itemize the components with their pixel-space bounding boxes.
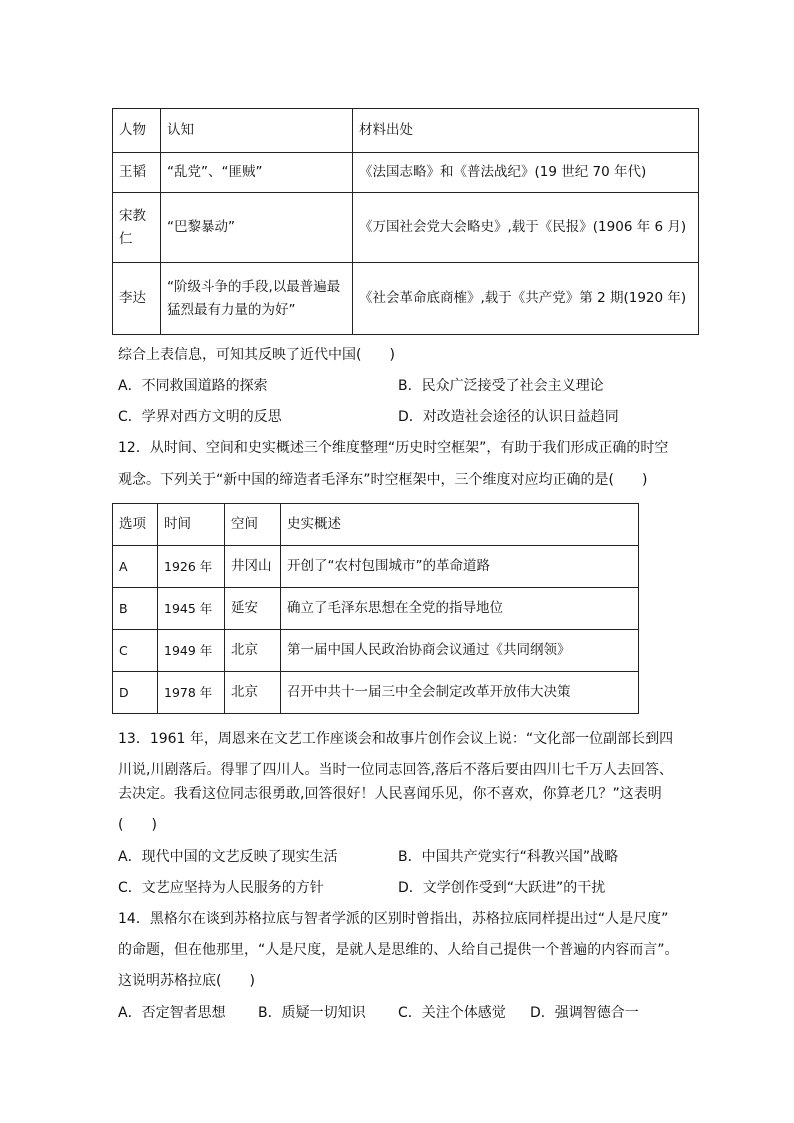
- year-cell: 1945 年: [158, 588, 225, 630]
- view-cell: “乱党”、“匪贼”: [161, 153, 353, 193]
- source-table: [112, 108, 699, 335]
- q14-option-b[interactable]: B．质疑一切知识: [258, 1005, 366, 1021]
- source-cell: 《社会革命底商榷》,载于《共产党》第 2 期(1920 年): [353, 263, 699, 335]
- q13-answer-paren: ( ): [118, 817, 157, 833]
- table-row: [113, 153, 699, 193]
- header-cell: 史实概述: [281, 504, 639, 546]
- q14-stem-line: 这说明苏格拉底( ): [118, 973, 255, 989]
- q14-stem-line: 14．黑格尔在谈到苏格拉底与智者学派的区别时曾指出，苏格拉底同样提出过“人是尺度”: [118, 911, 669, 927]
- place-cell: 延安: [225, 588, 281, 630]
- q11-option-c[interactable]: C．学界对西方文明的反思: [118, 409, 282, 425]
- source-cell: 《法国志略》和《普法战纪》(19 世纪 70 年代): [353, 153, 699, 193]
- table-row: [113, 193, 699, 263]
- option-cell: C: [113, 630, 158, 672]
- header-cell: 选项: [113, 504, 158, 546]
- source-cell: 《万国社会党大会略史》,载于《民报》(1906 年 6 月): [353, 193, 699, 263]
- table-row: [113, 263, 699, 335]
- option-cell: B: [113, 588, 158, 630]
- table-row: [113, 588, 639, 630]
- header-cell: 人物: [113, 109, 161, 153]
- q14-option-c[interactable]: C．关注个体感觉: [398, 1005, 506, 1021]
- q13-stem-line: 川说,川剧落后。得罪了四川人。当时一位同志回答,落后不落后要由四川七千万人去回答、: [118, 762, 673, 778]
- place-cell: 北京: [225, 630, 281, 672]
- option-cell: A: [113, 546, 158, 588]
- view-cell: “巴黎暴动”: [161, 193, 353, 263]
- place-cell: 井冈山: [225, 546, 281, 588]
- q13-option-b[interactable]: B．中国共产党实行“科教兴国”战略: [398, 849, 619, 865]
- view-cell: “阶级斗争的手段,以最普遍最猛烈最有力量的为好”: [161, 263, 353, 335]
- q11-option-a[interactable]: A．不同救国道路的探索: [118, 378, 268, 394]
- fact-cell: 开创了“农村包围城市”的革命道路: [281, 546, 639, 588]
- q13-option-c[interactable]: C．文艺应坚持为人民服务的方针: [118, 880, 324, 896]
- timeline-table: [112, 503, 639, 714]
- year-cell: 1978 年: [158, 672, 225, 714]
- fact-cell: 第一届中国人民政治协商会议通过《共同纲领》: [281, 630, 639, 672]
- q12-stem-line: 12．从时间、空间和史实概述三个维度整理“历史时空框架”，有助于我们形成正确的时空: [118, 440, 669, 456]
- header-cell: 材料出处: [353, 109, 699, 153]
- table-row: [113, 546, 639, 588]
- table-row: [113, 672, 639, 714]
- option-cell: D: [113, 672, 158, 714]
- q11-option-d[interactable]: D．对改造社会途径的认识日益趋同: [398, 409, 619, 425]
- year-cell: 1949 年: [158, 630, 225, 672]
- header-cell: 认知: [161, 109, 353, 153]
- q13-stem-line: 去决定。我看这位同志很勇敢,回答很好！人民喜闻乐见，你不喜欢，你算老几？”这表明: [118, 786, 662, 802]
- year-cell: 1926 年: [158, 546, 225, 588]
- table-header-row: [113, 504, 639, 546]
- q14-stem-line: 的命题，但在他那里，“人是尺度，是就人是思维的、人给自己提供一个普遍的内容而言”。: [118, 942, 679, 958]
- q11-stem: 综合上表信息，可知其反映了近代中国( ): [118, 347, 395, 363]
- header-cell: 时间: [158, 504, 225, 546]
- fact-cell: 召开中共十一届三中全会制定改革开放伟大决策: [281, 672, 639, 714]
- q14-option-d[interactable]: D．强调智德合一: [530, 1005, 639, 1021]
- place-cell: 北京: [225, 672, 281, 714]
- table-header-row: [113, 109, 699, 153]
- q13-stem-line: 13．1961 年，周恩来在文艺工作座谈会和故事片创作会议上说：“文化部一位副部长到四: [118, 731, 674, 747]
- q14-option-a[interactable]: A．否定智者思想: [118, 1005, 226, 1021]
- person-cell: 李达: [113, 263, 161, 335]
- table-row: [113, 630, 639, 672]
- person-cell: 王韬: [113, 153, 161, 193]
- q12-stem-line: 观念。下列关于“新中国的缔造者毛泽东”时空框架中，三个维度对应均正确的是( ): [118, 472, 648, 488]
- person-cell: 宋教仁: [113, 193, 161, 263]
- header-cell: 空间: [225, 504, 281, 546]
- q13-option-a[interactable]: A．现代中国的文艺反映了现实生活: [118, 849, 338, 865]
- fact-cell: 确立了毛泽东思想在全党的指导地位: [281, 588, 639, 630]
- q13-option-d[interactable]: D．文学创作受到“大跃进”的干扰: [398, 880, 606, 896]
- q11-option-b[interactable]: B．民众广泛接受了社会主义理论: [398, 378, 604, 394]
